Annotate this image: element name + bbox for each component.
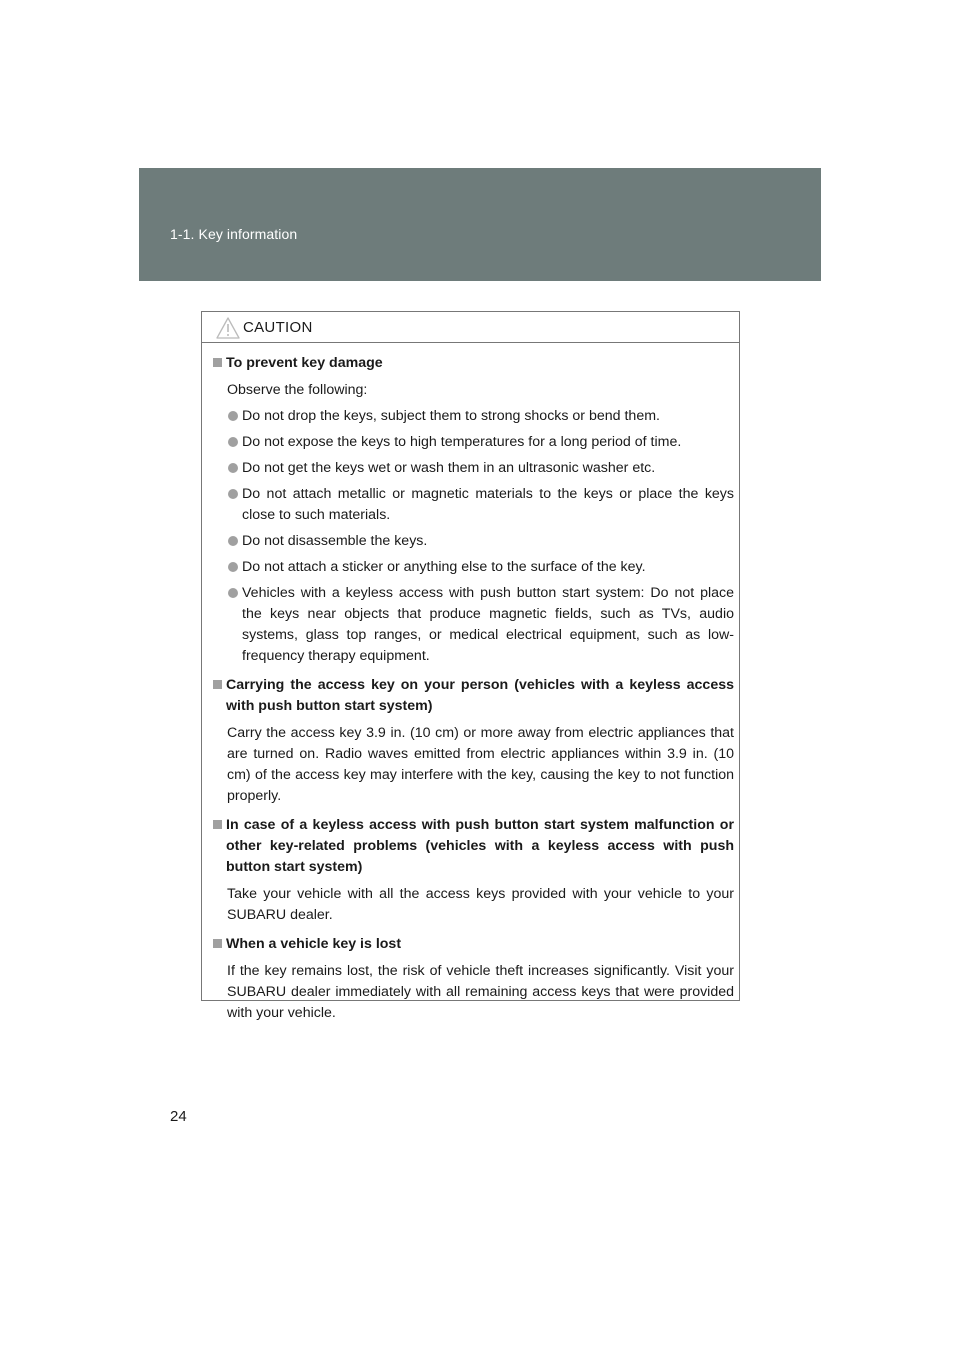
section-title: When a vehicle key is lost (226, 936, 402, 952)
section-carrying-key (212, 675, 734, 807)
caution-header (202, 312, 739, 343)
section-title: In case of a keyless access with push button start system malfunction or other key-related problems (vehicles with a keyless access with push button start system) (226, 817, 734, 875)
list-item: Do not expose the keys to high temperatures for a long period of time. (212, 432, 734, 453)
page-number: 24 (170, 1108, 187, 1125)
caution-title: CAUTION (243, 319, 313, 336)
list-item: Vehicles with a keyless access with push button start system: Do not place the keys near objects that produce magnetic fields, such as TVs, audio systems, glass top ranges, or medical electrical equipment, such as low-frequency therapy equipment. (212, 583, 734, 667)
caution-body (202, 343, 739, 1024)
section-label: 1-1. Key information (170, 226, 298, 242)
square-bullet-icon (213, 680, 222, 689)
circle-bullet-icon (228, 588, 238, 598)
square-bullet-icon (213, 820, 222, 829)
bullet-list (212, 406, 734, 667)
square-bullet-icon (213, 939, 222, 948)
list-item: Do not disassemble the keys. (212, 531, 734, 552)
section-text: If the key remains lost, the risk of vehicle theft increases significantly. Visit your SUBARU dealer immediately with all remaining access keys that were provided with your vehicle. (227, 963, 734, 1021)
list-item: Do not drop the keys, subject them to strong shocks or bend them. (212, 406, 734, 427)
section-text: Carry the access key 3.9 in. (10 cm) or more away from electric appliances that are turned on. Radio waves emitted from electric appliances within 3.9 in. (10 cm) of the access key may interfere with the key, causing the key to not function properly. (227, 725, 734, 804)
square-bullet-icon (213, 358, 222, 367)
circle-bullet-icon (228, 536, 238, 546)
section-key-lost (212, 934, 734, 1024)
section-intro: Observe the following: (227, 382, 368, 398)
caution-box (201, 311, 740, 1021)
circle-bullet-icon (228, 411, 238, 421)
section-title: To prevent key damage (226, 355, 383, 371)
circle-bullet-icon (228, 463, 238, 473)
section-title: Carrying the access key on your person (vehicles with a keyless access with push button start system) (226, 677, 734, 714)
circle-bullet-icon (228, 562, 238, 572)
section-malfunction (212, 815, 734, 926)
list-item: Do not get the keys wet or wash them in an ultrasonic washer etc. (212, 458, 734, 479)
list-item: Do not attach a sticker or anything else to the surface of the key. (212, 557, 734, 578)
section-text: Take your vehicle with all the access keys provided with your vehicle to your SUBARU dealer. (227, 886, 734, 923)
circle-bullet-icon (228, 489, 238, 499)
warning-triangle-icon (216, 317, 240, 339)
list-item: Do not attach metallic or magnetic materials to the keys or place the keys close to such materials. (212, 484, 734, 526)
header-band (139, 168, 821, 281)
section-key-damage (212, 353, 734, 667)
circle-bullet-icon (228, 437, 238, 447)
